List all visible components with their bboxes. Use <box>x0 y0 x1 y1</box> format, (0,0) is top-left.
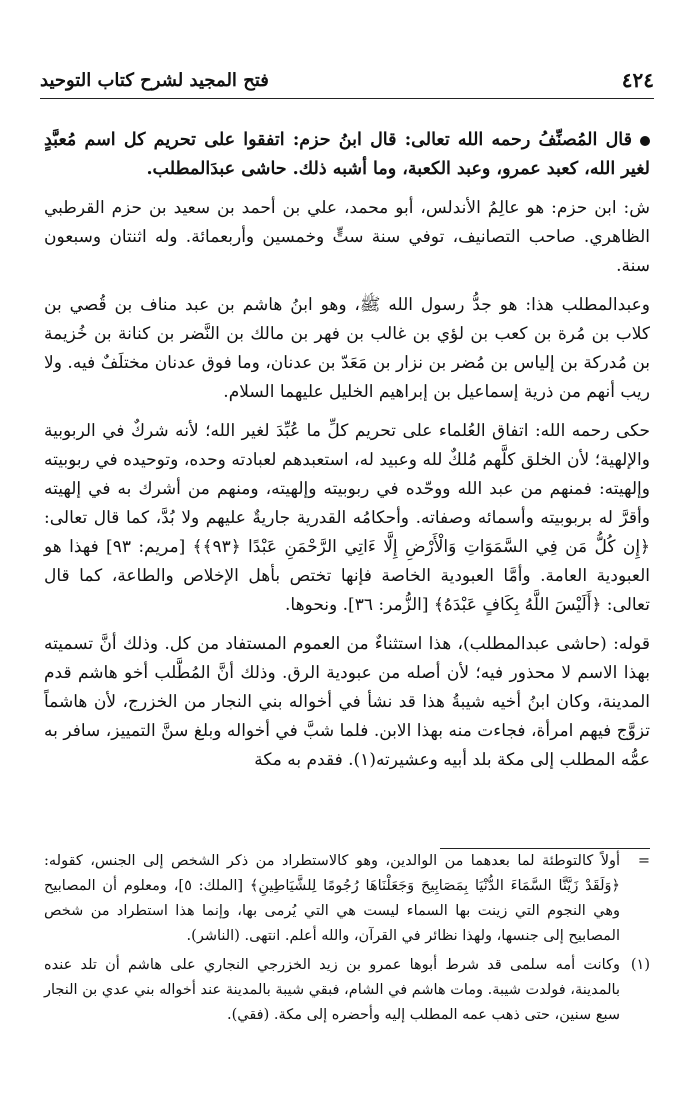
ibn-hazm-bio-paragraph: ش: ابن حزم: هو عالِمُ الأندلس، أبو محمد، علي بن أحمد بن سعيد بن حزم القرطبي الظاهري. صاحب التصانيف، توفي سنة ستٍّ وخمسين وأربعمائة. وله اثنتان وسبعون سنة. <box>44 198 650 276</box>
exception-explanation-paragraph: قوله: (حاشى عبدالمطلب)، هذا استثناءٌ من العموم المستفاد من كل. وذلك أنَّ تسميته بهذا الاسم لا محذور فيه؛ لأن أصله من عبودية الرق. وذلك أنَّ المُطَّلب أخو هاشم قدم المدينة، وكان ابنُ أخيه شيبةُ هذا قد نشأ في أخواله بني النجار من الخزرج، لأن هاشماً تزوَّج فيهم امرأة، فجاءت منه بهذا الابن. فلما شبَّ في أخواله وبلغ سنَّ التمييز، سافر به عمُّه المطلب إلى مكة بلد أبيه وعشيرته(١). فقدم به مكة <box>44 634 650 770</box>
author-quote-text: قال المُصنِّفُ رحمه الله تعالى: قال ابنُ حزم: اتفقوا على تحريم كل اسم مُعبَّدٍ لغير الله، كعبد عمرو، وعبد الكعبة، وما أشبه ذلك. حاشى عبدَالمطلب. <box>44 130 650 179</box>
author-quote-paragraph <box>44 126 650 184</box>
page-number: ٤٢٤ <box>621 68 654 92</box>
footnote-1-text: وكانت أمه سلمى قد شرط أبوها عمرو بن زيد الخزرجي النجاري على هاشم أن تلد عنده بالمدينة، فولدت شيبة. ومات هاشم في الشام، فبقي شيبة بالمدينة عند أخواله بني عدي بن النجار سبع سنين، حتى ذهب عمه المطلب إليه وأحضره إلى مكة. (فقي). <box>43 957 620 1023</box>
footnote-1-marker: (١) <box>630 957 650 973</box>
footnotes <box>44 848 650 1028</box>
footnote-continuation-text: أولاً كالتوطئة لما بعدهما من الوالدين، وهو كالاستطراد من ذكر الشخص إلى الجنس، كقوله: ﴿وَلَقَدْ زَيَّنَّا السَّمَاءَ الدُّنْيَا بِمَصَابِيحَ وَجَعَلْنَاهَا رُجُومًا لِلشَّيَاطِينِ﴾ [الملك: ٥]، ومعلوم أن المصابيح وهي النجوم التي زينت بها السماء ليست هي التي يُرمى بها، وإنما هذا استطراد من شخص المصابيح إلى جنسها، ولهذا نظائر في القرآن، والله أعلم. انتهى. (الناشر). <box>44 853 620 944</box>
book-title: فتح المجيد لشرح كتاب التوحيد <box>40 70 269 91</box>
abd-al-muttalib-lineage-paragraph: وعبدالمطلب هذا: هو جدُّ رسول الله ﷺ، وهو ابنُ هاشم بن عبد مناف بن قُصي بن كلاب بن مُرة بن كعب بن لؤي بن غالب بن فهر بن مالك بن النَّضر بن كنانة بن خُزيمة بن مُدركة بن إلياس بن مُضر بن نزار بن مَعَدّ بن عدنان، وما فوق عدنان مختلَفٌ فيه. ولا ريب أنهم من ذرية إسماعيل بن إبراهيم الخليل عليهما السلام. <box>44 295 650 402</box>
main-text <box>44 126 650 775</box>
running-header <box>40 64 654 99</box>
footnote-continuation-marker: = <box>637 853 650 869</box>
footnote-continuation <box>44 849 650 949</box>
consensus-explanation-paragraph: حكى رحمه الله: اتفاق العُلماء على تحريم كلِّ ما عُبِّدَ لغير الله؛ لأنه شركٌ في الربوبية والإلهية؛ لأن الخلق كلَّهم مُلكٌ لله وعبيد له، استعبدهم لعبادته وحده، وتوحيده في ربوبيته وإلهيته: فمنهم من عبد الله ووحّده في ربوبيته وإلهيته، ومنهم من أشرك به في إلهيته وأقرَّ له بربوبيته وأسمائه وصفاته. وأحكامُه القدرية جاريةٌ عليهم ولا بُدَّ، كما قال تعالى: ﴿إِن كُلُّ مَن فِي السَّمَوَاتِ وَالْأَرْضِ إِلَّا ءَاتِي الرَّحْمَنِ عَبْدًا ﴿٩٣﴾﴾ [مريم: ٩٣] فهذا هو العبودية العامة. وأمَّا العبودية الخاصة فإنها تختص بأهل الإخلاص والطاعة، كما قال تعالى: ﴿أَلَيْسَ اللَّهُ بِكَافٍ عَبْدَهُ﴾ [الزُّمر: ٣٦]. ونحوها. <box>44 421 651 615</box>
footnote-1 <box>44 953 650 1028</box>
bullet-icon <box>640 136 650 146</box>
